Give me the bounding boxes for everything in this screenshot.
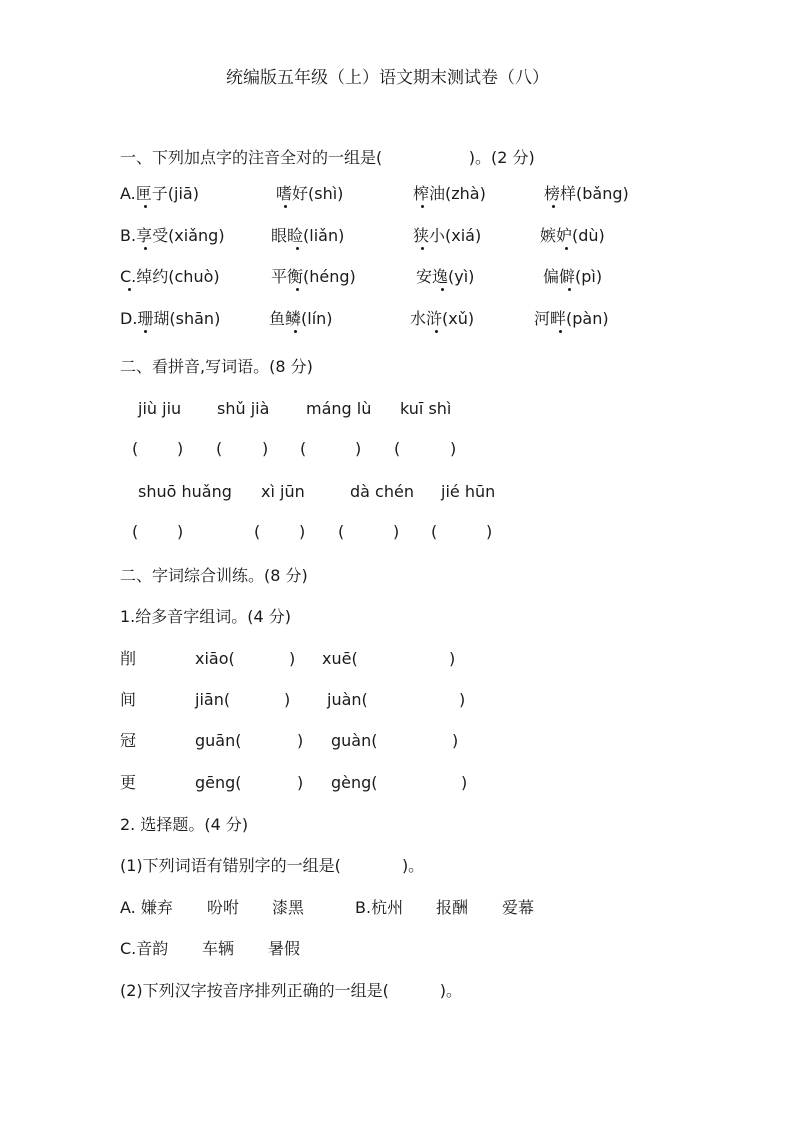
- q3-s1: (1)下列词语有错别字的一组是( )。: [120, 856, 425, 875]
- choice-word: 车辆: [202, 939, 235, 958]
- emphasis-dot: [559, 330, 562, 333]
- poly-char: 削: [120, 649, 137, 668]
- poly-close: ): [284, 690, 291, 709]
- q1-option: 平衡(héng): [271, 267, 356, 286]
- blank-close: ): [177, 439, 184, 458]
- blank-open: (: [431, 522, 438, 541]
- poly-char: 间: [120, 690, 137, 709]
- emphasis-dot: [552, 205, 555, 208]
- q3-sub1: 1.给多音字组词。(4 分): [120, 607, 292, 626]
- emphasis-dot: [568, 288, 571, 291]
- q1-option: 榜样(bǎng): [544, 184, 629, 203]
- emphasis-dot: [421, 247, 424, 250]
- poly-pinyin: juàn(: [327, 690, 368, 709]
- emphasis-dot: [144, 247, 147, 250]
- pinyin-word: shǔ jià: [217, 399, 270, 418]
- blank-open: (: [394, 439, 401, 458]
- poly-close: ): [289, 649, 296, 668]
- blank-open: (: [132, 522, 139, 541]
- emphasis-dot: [296, 247, 299, 250]
- blank-close: ): [262, 439, 269, 458]
- blank-open: (: [254, 522, 261, 541]
- poly-close: ): [459, 690, 466, 709]
- blank-open: (: [300, 439, 307, 458]
- blank-open: (: [132, 439, 139, 458]
- blank-close: ): [299, 522, 306, 541]
- poly-pinyin: guān(: [195, 731, 242, 750]
- q1-option: 鱼鳞(lín): [269, 309, 333, 328]
- q1-option: 眼睑(liǎn): [271, 226, 345, 245]
- emphasis-dot: [435, 330, 438, 333]
- emphasis-dot: [284, 205, 287, 208]
- choice-word: A. 嫌弃: [120, 898, 173, 917]
- poly-close: ): [452, 731, 459, 750]
- blank-close: ): [355, 439, 362, 458]
- q1-heading: 一、下列加点字的注音全对的一组是( )。(2 分): [120, 148, 535, 167]
- poly-close: ): [461, 773, 468, 792]
- poly-pinyin: xuē(: [322, 649, 358, 668]
- blank-open: (: [338, 522, 345, 541]
- q3-s2: (2)下列汉字按音序排列正确的一组是( )。: [120, 981, 463, 1000]
- page-title: 统编版五年级（上）语文期末测试卷（八）: [226, 68, 549, 88]
- q1-option: B.享受(xiǎng): [120, 226, 225, 245]
- q1-option: 偏僻(pì): [543, 267, 603, 286]
- q1-option: 嫉妒(dù): [540, 226, 605, 245]
- poly-pinyin: gēng(: [195, 773, 242, 792]
- q1-option: 河畔(pàn): [534, 309, 609, 328]
- choice-word: 报酬: [436, 898, 469, 917]
- poly-pinyin: gèng(: [331, 773, 378, 792]
- poly-pinyin: guàn(: [331, 731, 378, 750]
- blank-close: ): [450, 439, 457, 458]
- q1-option: C.绰约(chuò): [120, 267, 220, 286]
- emphasis-dot: [565, 247, 568, 250]
- choice-word: 暑假: [268, 939, 301, 958]
- choice-word: 吩咐: [207, 898, 240, 917]
- blank-close: ): [486, 522, 493, 541]
- emphasis-dot: [144, 205, 147, 208]
- q1-option: 榨油(zhà): [413, 184, 486, 203]
- q1-option: 安逸(yì): [416, 267, 475, 286]
- q3-heading: 二、字词综合训练。(8 分): [120, 566, 308, 585]
- choice-word: 爱幕: [502, 898, 535, 917]
- q3-sub2: 2. 选择题。(4 分): [120, 815, 249, 834]
- pinyin-word: xì jūn: [261, 482, 305, 501]
- q1-option: A.匣子(jiā): [120, 184, 199, 203]
- q1-option: 嗜好(shì): [276, 184, 344, 203]
- poly-pinyin: xiāo(: [195, 649, 235, 668]
- q1-option: 狭小(xiá): [413, 226, 482, 245]
- poly-char: 冠: [120, 731, 137, 750]
- blank-close: ): [177, 522, 184, 541]
- emphasis-dot: [294, 330, 297, 333]
- blank-close: ): [393, 522, 400, 541]
- poly-pinyin: jiān(: [195, 690, 231, 709]
- pinyin-word: kuī shì: [400, 399, 452, 418]
- blank-open: (: [216, 439, 223, 458]
- poly-close: ): [449, 649, 456, 668]
- emphasis-dot: [296, 288, 299, 291]
- emphasis-dot: [128, 288, 131, 291]
- emphasis-dot: [441, 288, 444, 291]
- pinyin-word: máng lù: [306, 399, 372, 418]
- pinyin-word: jié hūn: [441, 482, 496, 501]
- q1-option: D.珊瑚(shān): [120, 309, 221, 328]
- q1-option: 水浒(xǔ): [410, 309, 475, 328]
- choice-word: 漆黑: [272, 898, 305, 917]
- choice-word: C.音韵: [120, 939, 169, 958]
- emphasis-dot: [421, 205, 424, 208]
- choice-word: B.杭州: [355, 898, 404, 917]
- pinyin-word: jiù jiu: [138, 399, 182, 418]
- q2-heading: 二、看拼音,写词语。(8 分): [120, 357, 313, 376]
- poly-char: 更: [120, 773, 137, 792]
- poly-close: ): [297, 773, 304, 792]
- pinyin-word: shuō huǎng: [138, 482, 232, 501]
- emphasis-dot: [144, 330, 147, 333]
- pinyin-word: dà chén: [350, 482, 414, 501]
- poly-close: ): [297, 731, 304, 750]
